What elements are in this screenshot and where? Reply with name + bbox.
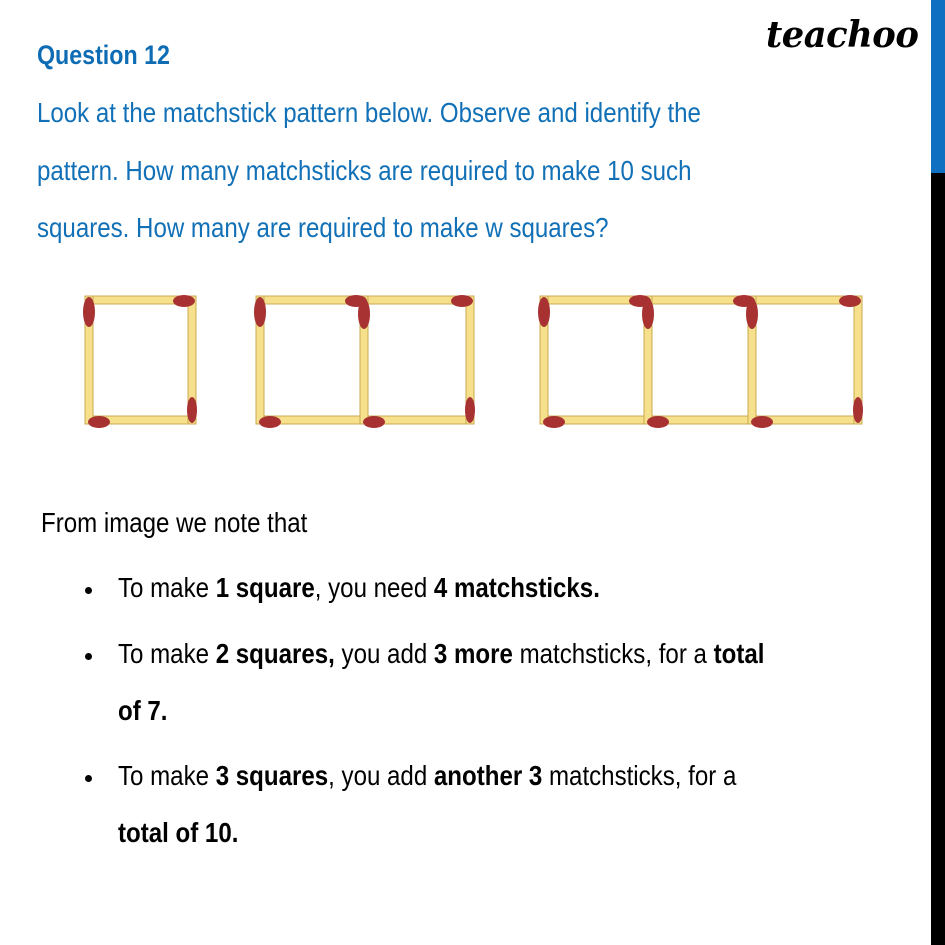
matchstick-head: [746, 299, 758, 329]
bullet-icon: [85, 653, 92, 660]
matchstick-head: [642, 299, 654, 329]
question-text-line-1: Look at the matchstick pattern below. Observe and identify the: [37, 97, 701, 128]
text: , you add: [328, 760, 434, 791]
matchstick-head: [173, 295, 195, 307]
bold-text: another 3: [433, 760, 543, 791]
matchstick-head: [465, 397, 475, 423]
matchstick-head: [88, 416, 110, 428]
bullet-3-line-1: [118, 760, 736, 792]
matchstick-head: [83, 297, 95, 327]
matchstick-head: [187, 397, 197, 423]
text: matchsticks, for a: [542, 760, 737, 791]
matchstick-head: [853, 397, 863, 423]
question-text-line-3: squares. How many are required to make w squares?: [37, 212, 609, 243]
matchstick-head: [363, 416, 385, 428]
question-title: Question 12: [37, 40, 170, 70]
matchstick-head: [259, 416, 281, 428]
bullet-1-line-1: [118, 572, 600, 604]
bold-text: 1 square: [215, 572, 315, 603]
bold-text: 3 more: [433, 638, 513, 669]
bullet-2-line-1: [118, 638, 764, 670]
matchstick-head: [543, 416, 565, 428]
matchstick-head: [647, 416, 669, 428]
teachoo-logo: teachoo: [766, 14, 919, 56]
matchstick-head: [751, 416, 773, 428]
matchstick-head: [451, 295, 473, 307]
bold-text: of 7.: [118, 695, 168, 726]
bold-text: 4 matchsticks.: [433, 572, 600, 603]
text: you add: [334, 638, 434, 669]
solution-intro: From image we note that: [41, 507, 308, 538]
bold-text: total: [713, 638, 765, 669]
bold-text: 2 squares,: [215, 638, 335, 669]
matchstick-head: [358, 299, 370, 329]
matchstick-head: [839, 295, 861, 307]
bold-text: total of 10.: [118, 817, 239, 848]
text: To make: [118, 638, 216, 669]
text: To make: [118, 572, 216, 603]
bullet-icon: [85, 587, 92, 594]
matchstick-head: [538, 297, 550, 327]
question-text-line-2: pattern. How many matchsticks are required to make 10 such: [37, 155, 692, 186]
text: To make: [118, 760, 216, 791]
text: matchsticks, for a: [512, 638, 714, 669]
bold-text: 3 squares: [215, 760, 329, 791]
bullet-icon: [85, 775, 92, 782]
bullet-2-line-2: [118, 695, 168, 727]
text: , you need: [314, 572, 434, 603]
matchstick-head: [254, 297, 266, 327]
bullet-3-line-2: [118, 817, 238, 849]
